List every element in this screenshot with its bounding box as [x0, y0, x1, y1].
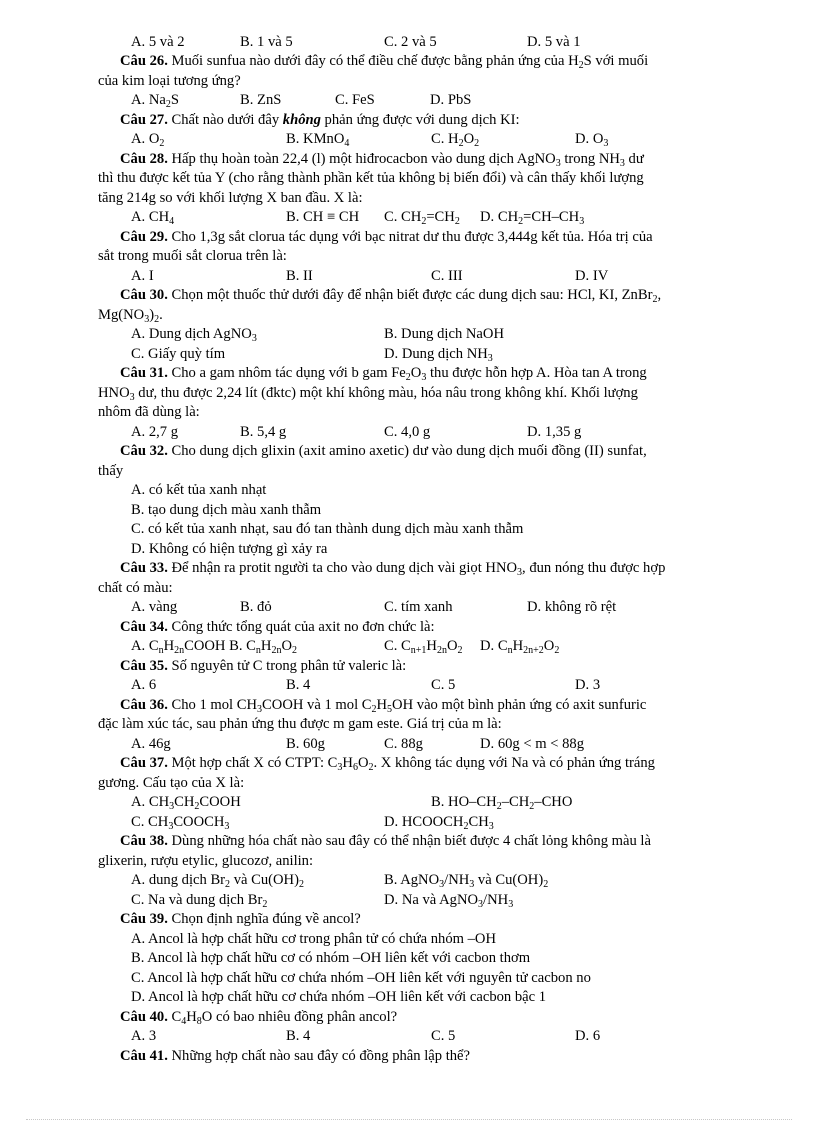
q29-option-d: D. IV	[575, 268, 609, 284]
q36-option-d: D. 60g < m < 88g	[480, 736, 585, 752]
q31-text-cont-2: nhôm đã dùng là:	[98, 404, 200, 420]
q39-option-c: C. Ancol là hợp chất hữu cơ chứa nhóm –OH liên kết với nguyên tử cacbon no	[131, 970, 591, 986]
q28-option-c: C. $CH_2=CH_2$	[384, 209, 460, 227]
q27-text: Câu 27. Chất nào dưới đây không phản ứng được với dung dịch KI:	[120, 112, 520, 128]
q29-option-c: C. III	[431, 268, 463, 284]
q27-option-c: C. $H_2O_2$	[431, 131, 480, 149]
q37-option-a: A. $CH_3CH_2COOH$	[131, 794, 241, 812]
q36-text-cont: đặc làm xúc tác, sau phản ứng thu được m gam este. Giá trị của m là:	[98, 716, 502, 732]
q34-option-d: D. $C_nH_{2n+2}O_2$	[480, 638, 560, 656]
q28-text-cont-1: thì thu được kết tủa Y (cho rằng thành phần kết tủa không bị biến đổi) và cân thấy khối lượng	[98, 170, 644, 186]
q29-option-b: B. II	[286, 268, 313, 284]
q37-text: Câu 37. Một hợp chất X có CTPT: $C_3H_6O_2$. X không tác dụng với Na và có phản ứng tráng	[120, 755, 655, 773]
q39-option-d: D. Ancol là hợp chất hữu cơ chứa nhóm –OH liên kết với cacbon bậc 1	[131, 989, 547, 1005]
q35-option-c: C. 5	[431, 677, 456, 693]
q28-option-a: A. $CH_4$	[131, 209, 175, 227]
q37-option-c: C. $CH_3COOCH_3$	[131, 814, 230, 832]
q29-option-a: A. I	[131, 268, 154, 284]
q38-option-d: D. Na và $AgNO_3/NH_3$	[384, 892, 514, 910]
q27-option-b: B. KMnO$_4$	[286, 131, 350, 149]
q29-text: Câu 29. Cho 1,3g sắt clorua tác dụng với bạc nitrat dư thu được 3,444g kết tủa. Hóa trị của	[120, 229, 653, 245]
q26-option-c: C. FeS	[335, 92, 375, 108]
q28-text: Câu 28. Hấp thụ hoàn toàn 22,4 (l) một hiđrocacbon vào dung dịch AgNO$_3$ trong $NH_3$ dư	[120, 151, 644, 169]
q37-option-d: D. $HCOOCH_2CH_3$	[384, 814, 494, 832]
q40-option-b: B. 4	[286, 1028, 311, 1044]
q31-option-b: B. 5,4 g	[240, 424, 287, 440]
q32-text-cont: thấy	[98, 463, 124, 479]
q31-option-c: C. 4,0 g	[384, 424, 431, 440]
q32-option-a: A. có kết tủa xanh nhạt	[131, 482, 267, 498]
q36-option-a: A. 46g	[131, 736, 171, 752]
q33-text: Câu 33. Để nhận ra protit người ta cho vào dung dịch vài giọt $HNO_3$, đun nóng thu được hợp	[120, 560, 666, 578]
q34-text: Câu 34. Công thức tổng quát của axit no đơn chức là:	[120, 619, 435, 635]
q33-text-cont: chất có màu:	[98, 580, 173, 596]
q41-text: Câu 41. Những hợp chất nào sau đây có đồng phân lập thể?	[120, 1048, 470, 1064]
q30-option-c: C. Giấy quỳ tím	[131, 346, 226, 362]
q31-option-d: D. 1,35 g	[527, 424, 582, 440]
q37-option-b: B. $HO-CH_2-CH_2$–CHO	[431, 794, 573, 812]
q28-text-cont-2: tăng 214g so với khối lượng X ban đầu. X là:	[98, 190, 363, 206]
q25-option-c: C. 2 và 5	[384, 34, 437, 50]
q38-option-a: A. dung dịch $Br_2$ và $Cu(OH)_2$	[131, 872, 304, 890]
q40-option-c: C. 5	[431, 1028, 456, 1044]
q40-text: Câu 40. $C_4H_8O$ có bao nhiêu đồng phân ancol?	[120, 1009, 398, 1027]
q37-text-cont: gương. Cấu tạo của X là:	[98, 775, 245, 791]
q36-option-b: B. 60g	[286, 736, 325, 752]
q40-option-d: D. 6	[575, 1028, 601, 1044]
q36-option-c: C. 88g	[384, 736, 423, 752]
q35-text: Câu 35. Số nguyên tử C trong phân tử valeric là:	[120, 658, 407, 674]
q32-option-b: B. tạo dung dịch màu xanh thẫm	[131, 502, 322, 518]
q26-text-cont: của kim loại tương ứng?	[98, 73, 241, 89]
q40-option-a: A. 3	[131, 1028, 157, 1044]
q26-option-d: D. PbS	[430, 92, 472, 108]
q35-option-b: B. 4	[286, 677, 311, 693]
q25-option-a: A. 5 và 2	[131, 34, 185, 50]
q35-option-d: D. 3	[575, 677, 601, 693]
q30-option-a: A. Dung dịch AgNO$_3$	[131, 326, 257, 344]
q30-option-b: B. Dung dịch NaOH	[384, 326, 504, 342]
q30-text: Câu 30. Chọn một thuốc thử dưới đây để nhận biết được các dung dịch sau: HCl, KI, ZnBr$_2$,	[120, 287, 662, 305]
page-bottom-rule	[26, 1119, 792, 1120]
q34-option-a-b: A. $C_nH_{2n}COOH$ B. $C_nH_{2n}O_2$	[131, 638, 297, 656]
q33-option-c: C. tím xanh	[384, 599, 453, 615]
q32-text: Câu 32. Cho dung dịch glixin (axit amino axetic) dư vào dung dịch muối đồng (II) sunfat,	[120, 443, 647, 459]
q36-text: Câu 36. Cho 1 mol $CH_3COOH$ và 1 mol $C_2H_5OH$ vào một bình phản ứng có axit sunfuric	[120, 697, 647, 715]
q31-text-cont-1: $HNO_3$ dư, thu được 2,24 lít (đktc) một khí không màu, hóa nâu trong không khí. Khối lượng	[98, 385, 638, 403]
q35-option-a: A. 6	[131, 677, 157, 693]
q32-option-d: D. Không có hiện tượng gì xảy ra	[131, 541, 328, 557]
q38-option-b: B. $AgNO_3/NH_3$ và $Cu(OH)_2$	[384, 872, 549, 890]
q27-option-a: A. $O_2$	[131, 131, 165, 149]
q31-option-a: A. 2,7 g	[131, 424, 179, 440]
q27-option-d: D. $O_3$	[575, 131, 609, 149]
q39-text: Câu 39. Chọn định nghĩa đúng về ancol?	[120, 911, 361, 927]
q25-option-d: D. 5 và 1	[527, 34, 581, 50]
q33-option-d: D. không rõ rệt	[527, 599, 617, 615]
q26-option-a: A. $Na_2S$	[131, 92, 179, 110]
q33-option-a: A. vàng	[131, 599, 178, 615]
q32-option-c: C. có kết tủa xanh nhạt, sau đó tan thành dung dịch màu xanh thẫm	[131, 521, 524, 537]
q30-text-cont: $Mg(NO_3)_2$.	[98, 307, 163, 325]
q38-text-cont: glixerin, rượu etylic, glucozơ, anilin:	[98, 853, 314, 869]
q34-option-c: C. $C_{n+1}H_{2n}O_2$	[384, 638, 463, 656]
q39-option-a: A. Ancol là hợp chất hữu cơ trong phân tử có chứa nhóm –OH	[131, 931, 497, 947]
q28-option-b: B. CH ≡ CH	[286, 209, 360, 225]
q39-option-b: B. Ancol là hợp chất hữu cơ có nhóm –OH liên kết với cacbon thơm	[131, 950, 531, 966]
q30-option-d: D. Dung dịch $NH_3$	[384, 346, 493, 364]
q29-text-cont: sắt trong muối sắt clorua trên là:	[98, 248, 287, 264]
q28-option-d: D. $CH_2=CH-CH_3$	[480, 209, 585, 227]
q31-text: Câu 31. Cho a gam nhôm tác dụng với b gam $Fe_2O_3$ thu được hỗn hợp A. Hòa tan A trong	[120, 365, 647, 383]
q26-text: Câu 26. Muối sunfua nào dưới đây có thể điều chế được bằng phản ứng của $H_2S$ với muối	[120, 53, 649, 71]
q33-option-b: B. đỏ	[240, 599, 272, 615]
q38-text: Câu 38. Dùng những hóa chất nào sau đây có thể nhận biết được 4 chất lỏng không màu là	[120, 833, 651, 849]
q26-option-b: B. ZnS	[240, 92, 282, 108]
q25-option-b: B. 1 và 5	[240, 34, 293, 50]
q38-option-c: C. Na và dung dịch $Br_2$	[131, 892, 268, 910]
